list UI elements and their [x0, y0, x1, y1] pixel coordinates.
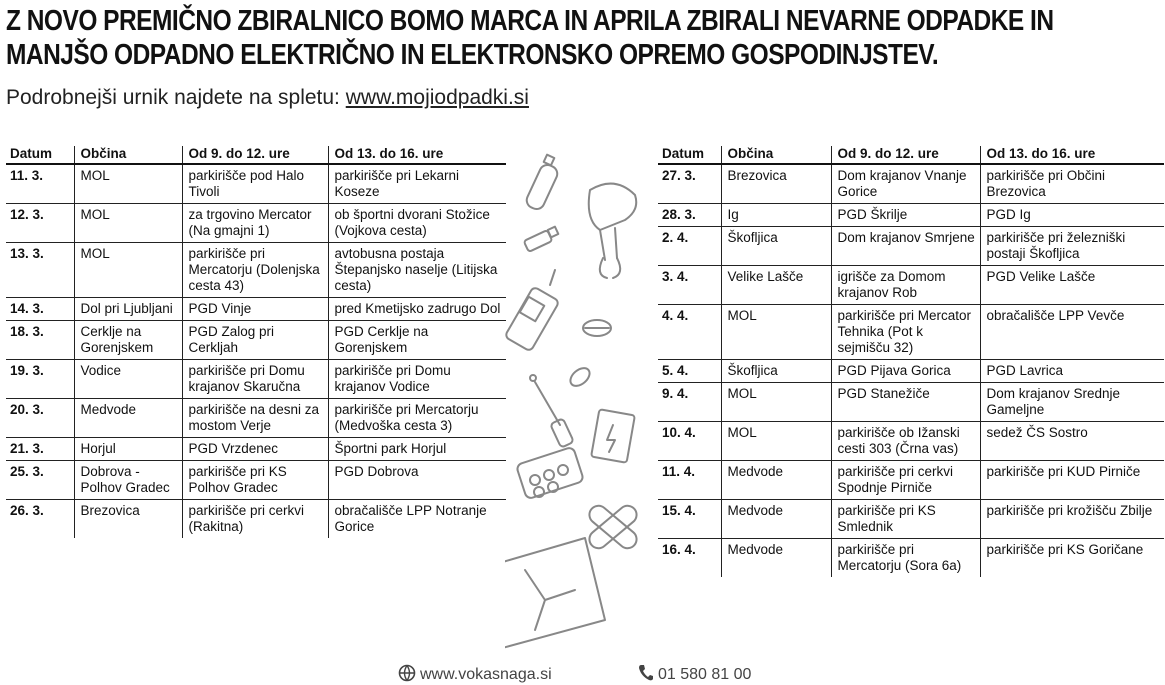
table-row — [6, 204, 506, 243]
municipality-cell: Medvode — [721, 461, 831, 500]
bandage-icon — [586, 502, 640, 552]
municipality-cell: Vodice — [74, 360, 182, 399]
morning-location-cell: Dom krajanov Vnanje Gorice — [831, 164, 980, 204]
date-cell: 5. 4. — [658, 360, 721, 383]
date-cell: 13. 3. — [6, 243, 74, 298]
afternoon-location-cell: PGD Ig — [980, 204, 1164, 227]
municipality-cell: Škofljica — [721, 227, 831, 266]
afternoon-location-cell: Dom krajanov Srednje Gameljne — [980, 383, 1164, 422]
morning-location-cell: parkirišče pri KS Smlednik — [831, 500, 980, 539]
afternoon-location-cell: avtobusna postaja Štepanjsko naselje (Litijska cesta) — [328, 243, 506, 298]
date-cell: 28. 3. — [658, 204, 721, 227]
municipality-cell: Medvode — [721, 539, 831, 578]
morning-location-cell: PGD Vinje — [182, 298, 328, 321]
table-row — [658, 539, 1164, 578]
date-cell: 15. 4. — [658, 500, 721, 539]
afternoon-location-cell: PGD Dobrova — [328, 461, 506, 500]
capsule-icon — [567, 365, 593, 390]
footer-website — [398, 664, 552, 684]
municipality-cell: Ig — [721, 204, 831, 227]
table-row — [6, 243, 506, 298]
schedule-table-left — [6, 146, 506, 538]
morning-location-cell: parkirišče pod Halo Tivoli — [182, 164, 328, 204]
date-cell: 16. 4. — [658, 539, 721, 578]
globe-icon — [398, 664, 416, 682]
table-header-row — [658, 146, 1164, 164]
morning-location-cell: PGD Pijava Gorica — [831, 360, 980, 383]
morning-location-cell: parkirišče pri KS Polhov Gradec — [182, 461, 328, 500]
afternoon-location-cell: parkirišče pri Lekarni Koseze — [328, 164, 506, 204]
morning-location-cell: PGD Vrzdenec — [182, 438, 328, 461]
municipality-cell: Dobrova - Polhov Gradec — [74, 461, 182, 500]
date-cell: 3. 4. — [658, 266, 721, 305]
municipality-cell: Škofljica — [721, 360, 831, 383]
afternoon-location-cell: sedež ČS Sostro — [980, 422, 1164, 461]
municipality-cell: MOL — [74, 164, 182, 204]
website-link[interactable]: www.mojiodpadki.si — [345, 86, 529, 109]
table-row — [658, 461, 1164, 500]
website-text[interactable]: www.vokasnaga.si — [420, 666, 552, 683]
table-row — [6, 399, 506, 438]
morning-location-cell: PGD Škrilje — [831, 204, 980, 227]
blister-pack-icon — [516, 447, 584, 500]
afternoon-location-cell: parkirišče pri Domu krajanov Vodice — [328, 360, 506, 399]
afternoon-location-cell: obračališče LPP Notranje Gorice — [328, 500, 506, 539]
date-cell: 25. 3. — [6, 461, 74, 500]
table-row — [658, 164, 1164, 204]
table-row — [6, 500, 506, 539]
date-cell: 18. 3. — [6, 321, 74, 360]
municipality-cell: Dol pri Ljubljani — [74, 298, 182, 321]
phone-text[interactable]: 01 580 81 00 — [658, 666, 752, 683]
column-header: Od 13. do 16. ure — [980, 146, 1164, 164]
morning-location-cell: parkirišče pri cerkvi (Rakitna) — [182, 500, 328, 539]
municipality-cell: MOL — [721, 422, 831, 461]
column-header: Datum — [6, 146, 74, 164]
morning-location-cell: parkirišče pri cerkvi Spodnje Pirniče — [831, 461, 980, 500]
afternoon-location-cell: parkirišče pri KS Goričane — [980, 539, 1164, 578]
table-header-row — [6, 146, 506, 164]
table-row — [6, 298, 506, 321]
column-header: Datum — [658, 146, 721, 164]
table-row — [6, 360, 506, 399]
morning-location-cell: PGD Stanežiče — [831, 383, 980, 422]
date-cell: 12. 3. — [6, 204, 74, 243]
municipality-cell: Medvode — [721, 500, 831, 539]
column-header: Od 9. do 12. ure — [182, 146, 328, 164]
municipality-cell: Velike Lašče — [721, 266, 831, 305]
date-cell: 4. 4. — [658, 305, 721, 360]
morning-location-cell: parkirišče na desni za mostom Verje — [182, 399, 328, 438]
schedule-table-right — [658, 146, 1164, 577]
municipality-cell: MOL — [721, 383, 831, 422]
afternoon-location-cell: pred Kmetijsko zadrugo Dol — [328, 298, 506, 321]
afternoon-location-cell: obračališče LPP Vevče — [980, 305, 1164, 360]
morning-location-cell: Dom krajanov Smrjene — [831, 227, 980, 266]
morning-location-cell: parkirišče pri Mercator Tehnika (Pot k sejmišču 32) — [831, 305, 980, 360]
footer-phone — [638, 664, 751, 684]
morning-location-cell: parkirišče ob Ižanski cesti 303 (Črna vas) — [831, 422, 980, 461]
afternoon-location-cell: PGD Cerklje na Gorenjskem — [328, 321, 506, 360]
afternoon-location-cell: parkirišče pri Občini Brezovica — [980, 164, 1164, 204]
table-row — [658, 305, 1164, 360]
date-cell: 19. 3. — [6, 360, 74, 399]
table-row — [658, 266, 1164, 305]
date-cell: 11. 3. — [10, 168, 44, 183]
table-row — [658, 422, 1164, 461]
afternoon-location-cell: PGD Velike Lašče — [980, 266, 1164, 305]
column-header: Od 9. do 12. ure — [831, 146, 980, 164]
date-cell: 27. 3. — [662, 168, 696, 183]
date-cell: 9. 4. — [658, 383, 721, 422]
afternoon-location-cell: Športni park Horjul — [328, 438, 506, 461]
subtitle-text: Podrobnejši urnik najdete na spletu: — [6, 86, 346, 109]
column-header: Od 13. do 16. ure — [328, 146, 506, 164]
afternoon-location-cell: parkirišče pri železniški postaji Škofljica — [980, 227, 1164, 266]
municipality-cell: Brezovica — [721, 164, 831, 204]
table-row — [6, 461, 506, 500]
hand-mixer-icon — [589, 184, 637, 278]
page-title — [6, 4, 1054, 72]
date-cell: 2. 4. — [658, 227, 721, 266]
morning-location-cell: parkirišče pri Mercatorju (Dolenjska cesta 43) — [182, 243, 328, 298]
municipality-cell: Brezovica — [74, 500, 182, 539]
thermometer-icon — [530, 375, 574, 448]
afternoon-location-cell: parkirišče pri krožišču Zbilje — [980, 500, 1164, 539]
battery-icon — [524, 155, 560, 212]
date-cell: 10. 4. — [658, 422, 721, 461]
morning-location-cell: PGD Zalog pri Cerkljah — [182, 321, 328, 360]
table-row — [658, 227, 1164, 266]
morning-location-cell: igrišče za Domom krajanov Rob — [831, 266, 980, 305]
table-row — [658, 383, 1164, 422]
date-cell: 21. 3. — [6, 438, 74, 461]
broken-laptop-icon — [505, 538, 605, 650]
table-row — [658, 204, 1164, 227]
morning-location-cell: parkirišče pri Mercatorju (Sora 6a) — [831, 539, 980, 578]
subtitle — [6, 86, 529, 110]
phone-icon — [638, 664, 654, 682]
municipality-cell: Cerklje na Gorenjskem — [74, 321, 182, 360]
municipality-cell: MOL — [721, 305, 831, 360]
afternoon-location-cell: PGD Lavrica — [980, 360, 1164, 383]
pills-icon — [583, 320, 611, 336]
column-header: Občina — [721, 146, 831, 164]
date-cell: 20. 3. — [6, 399, 74, 438]
table-row — [658, 360, 1164, 383]
date-cell: 26. 3. — [6, 500, 74, 539]
mobile-phone-icon — [505, 270, 559, 352]
morning-location-cell: parkirišče pri Domu krajanov Skaručna — [182, 360, 328, 399]
morning-location-cell: za trgovino Mercator (Na gmajni 1) — [182, 204, 328, 243]
municipality-cell: MOL — [74, 204, 182, 243]
municipality-cell: Medvode — [74, 399, 182, 438]
table-row — [6, 164, 506, 204]
title-line-1: Z NOVO PREMIČNO ZBIRALNICO BOMO MARCA IN APRILA ZBIRALI NEVARNE ODPADKE IN — [6, 5, 1054, 37]
battery-pack-icon — [591, 409, 635, 463]
date-cell: 11. 4. — [658, 461, 721, 500]
afternoon-location-cell: ob športni dvorani Stožice (Vojkova cesta) — [328, 204, 506, 243]
afternoon-location-cell: parkirišče pri Mercatorju (Medvoška cesta 3) — [328, 399, 506, 438]
table-row — [658, 500, 1164, 539]
column-header: Občina — [74, 146, 182, 164]
table-row — [6, 321, 506, 360]
waste-illustration — [505, 150, 655, 650]
title-line-2: MANJŠO ODPADNO ELEKTRIČNO IN ELEKTRONSKO OPREMO GOSPODINJSTEV. — [6, 39, 939, 71]
usb-stick-icon — [524, 227, 559, 252]
afternoon-location-cell: parkirišče pri KUD Pirniče — [980, 461, 1164, 500]
date-cell: 14. 3. — [6, 298, 74, 321]
municipality-cell: MOL — [74, 243, 182, 298]
table-row — [6, 438, 506, 461]
municipality-cell: Horjul — [74, 438, 182, 461]
